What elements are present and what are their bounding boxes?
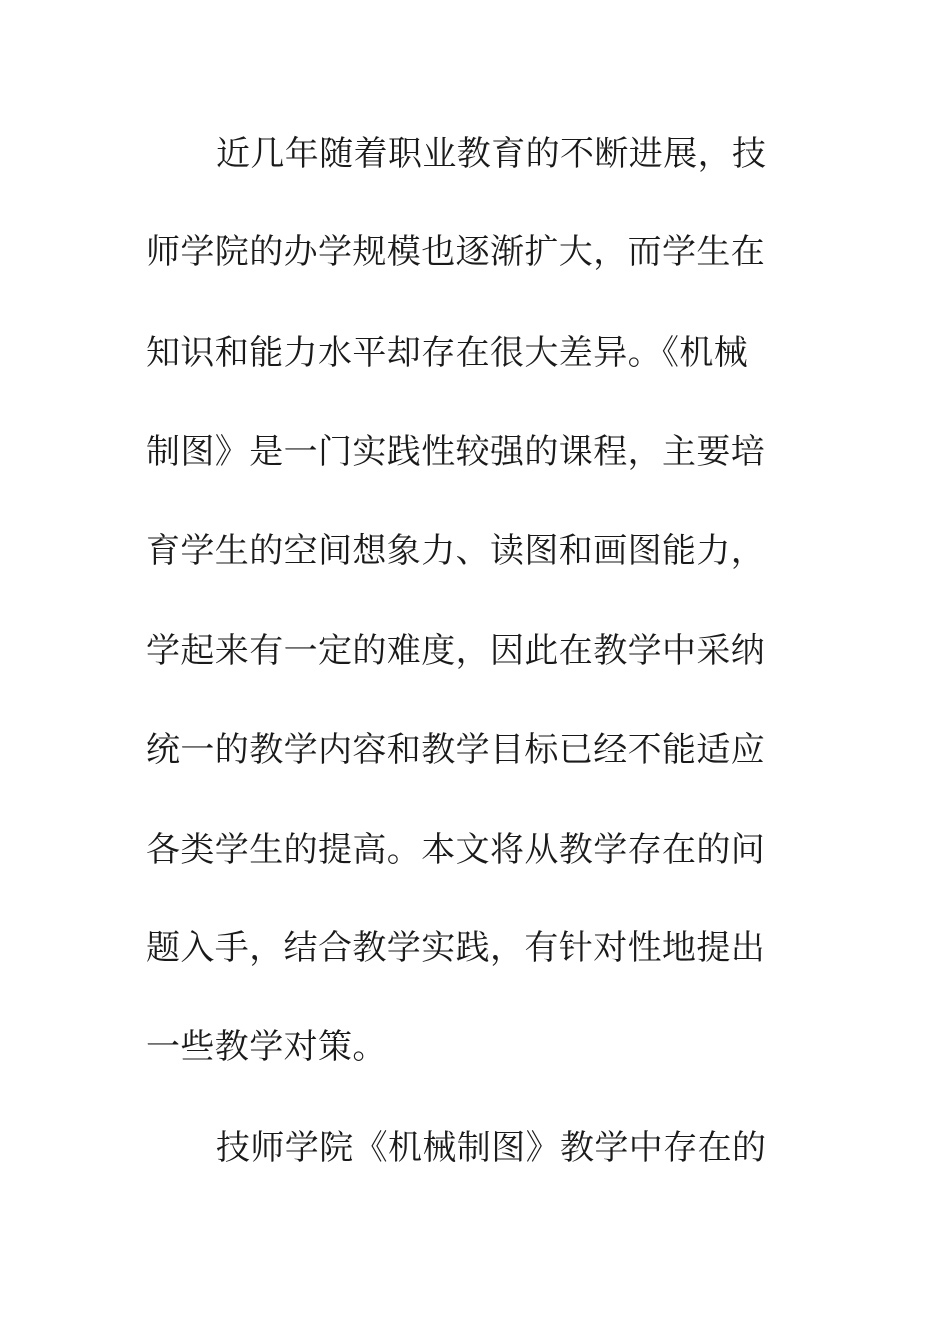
text-line: 统一的教学内容和教学目标已经不能适应 [146,730,766,770]
text-line: 近几年随着职业教育的不断进展，技 [216,134,767,174]
text-line: 育学生的空间想象力、读图和画图能力， [146,531,766,571]
text-line: 学起来有一定的难度，因此在教学中采纳 [146,631,766,671]
text-line: 师学院的办学规模也逐渐扩大，而学生在 [146,232,766,272]
text-line: 技师学院《机械制图》教学中存在的 [216,1128,767,1168]
text-line: 一些教学对策。 [146,1027,387,1067]
text-line: 制图》是一门实践性较强的课程，主要培 [146,432,766,472]
text-line: 各类学生的提高。本文将从教学存在的问 [146,830,766,870]
text-line: 题入手，结合教学实践，有针对性地提出 [146,928,766,968]
text-line: 知识和能力水平却存在很大差异。《机械 [146,333,749,373]
